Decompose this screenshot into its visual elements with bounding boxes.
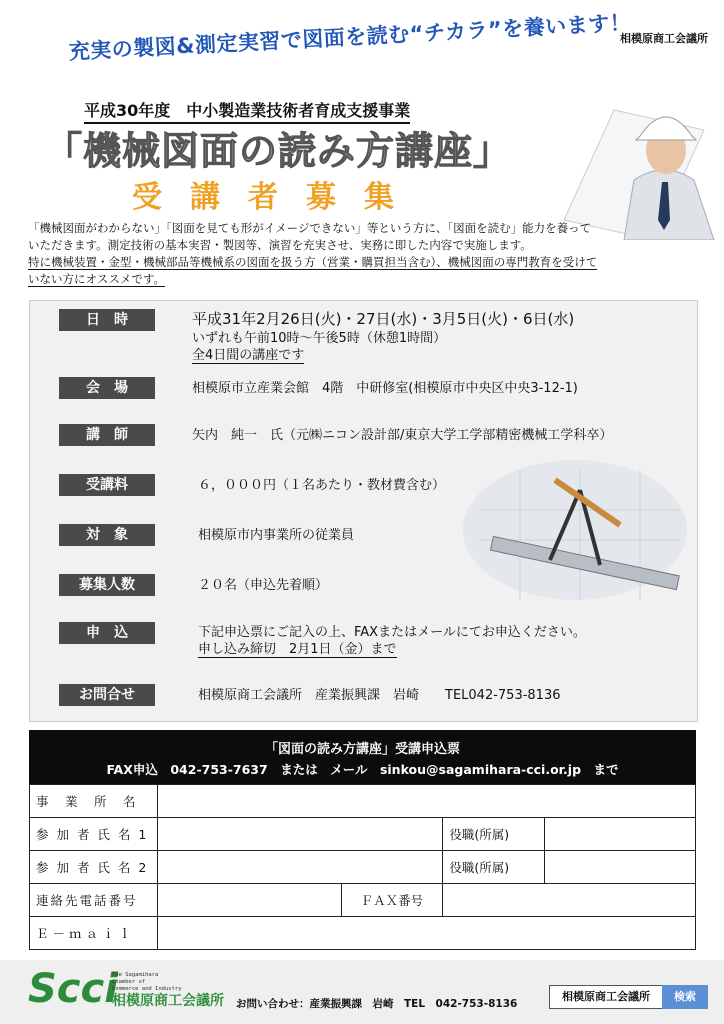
contact-label: お問合せ: [59, 684, 155, 706]
form-header: [29, 730, 696, 784]
attendee2-field[interactable]: [157, 851, 443, 884]
phone-label: 連絡先電話番号: [30, 884, 158, 917]
subtitle: 平成30年度 中小製造業技術者育成支援事業: [84, 98, 410, 124]
drafting-tools-photo: [460, 450, 690, 610]
attendee1-label: 参 加 者 氏 名 1: [30, 818, 158, 851]
lecturer-label: 講 師: [59, 424, 155, 446]
lecturer-value: 矢内 純一 氏（元㈱ニコン設計部/東京大学工学部精密機械工学科卒）: [192, 428, 613, 443]
form-row: [30, 785, 696, 818]
position2-label: 役職(所属): [443, 851, 545, 884]
tagline: 充実の製図&測定実習で図面を読む“チカラ”を養います！: [68, 10, 632, 64]
intro-highlight: 特に機械装置・金型・機械部品等機械系の図面を扱う方（営業・購買担当含む）、機械図面の専門教育を受けて: [28, 255, 598, 269]
date-value: 平成31年2月26日(火)・27日(水)・3月5日(火)・6日(水): [192, 310, 575, 328]
target-value: 相模原市内事業所の従業員: [198, 528, 355, 543]
company-field[interactable]: [157, 785, 695, 818]
date-hours: いずれも午前10時～午後5時（休憩1時間）: [192, 331, 447, 346]
english-name-line: Commerce and Industry: [112, 986, 182, 992]
search-button[interactable]: 検索: [662, 985, 708, 1009]
intro-highlight: いない方にオススメです。: [28, 272, 165, 286]
apply-label: 申 込: [59, 622, 155, 644]
position1-label: 役職(所属): [443, 818, 545, 851]
apply-value: 下記申込票にご記入の上、FAXまたはメールにてお申込ください。: [198, 625, 586, 640]
email-field[interactable]: [157, 917, 695, 950]
email-label: Ｅ－ｍａｉｌ: [30, 917, 158, 950]
form-row: [30, 818, 696, 851]
fee-value: ６，０００円（１名あたり・教材費含む）: [198, 478, 446, 493]
apply-deadline: [198, 641, 397, 658]
venue-label: 会 場: [59, 377, 155, 399]
form-row: [30, 851, 696, 884]
intro-line: 「機械図面がわからない」「図面を見ても形がイメージできない」等という方に、「図面を読む」能力を養って: [28, 221, 592, 235]
date-note: [192, 347, 304, 364]
scci-logo: Scci: [28, 966, 118, 1012]
intro-text: [28, 220, 688, 288]
date-note-text: 全4日間の講座です: [192, 348, 305, 363]
application-form: [29, 784, 696, 950]
position1-field[interactable]: [545, 818, 696, 851]
contact-value: 相模原商工会議所 産業振興課 岩崎 TEL042-753-8136: [198, 688, 561, 703]
fee-label: 受講料: [59, 474, 155, 496]
intro-line: いただきます。測定技術の基本実習・製図等、演習を充実させ、実務に即した内容で実施します。: [28, 238, 532, 252]
fax-field[interactable]: [443, 884, 696, 917]
form-row: [30, 884, 696, 917]
organization-name: 相模原商工会議所: [620, 32, 708, 45]
intro-line: [28, 271, 688, 288]
search-input[interactable]: 相模原商工会議所: [549, 985, 663, 1009]
company-label: 事 業 所 名: [30, 785, 158, 818]
attendee1-field[interactable]: [157, 818, 443, 851]
attendee2-label: 参 加 者 氏 名 2: [30, 851, 158, 884]
fax-label: ＦＡＸ番号: [341, 884, 443, 917]
engineer-photo: [554, 70, 724, 240]
position2-field[interactable]: [545, 851, 696, 884]
capacity-value: ２０名（申込先着順）: [198, 578, 329, 593]
recruit-heading: 受講者募集: [132, 180, 422, 215]
form-contact: FAX申込 042-753-7637 または メール sinkou@sagamihara-cci.or.jp まで: [106, 762, 619, 777]
capacity-label: 募集人数: [59, 574, 155, 596]
intro-line: [28, 254, 688, 271]
form-row: [30, 917, 696, 950]
english-name-line: Chamber of: [112, 979, 146, 985]
venue-value: 相模原市立産業会館 4階 中研修室(相模原市中央区中央3-12-1): [192, 381, 578, 396]
form-title: 「図面の読み方講座」受講申込票: [264, 742, 460, 757]
english-name-line: The Sagamihara: [112, 972, 159, 978]
main-title: 「機械図面の読み方講座」: [44, 129, 513, 173]
target-label: 対 象: [59, 524, 155, 546]
apply-deadline-text: 申し込み締切 2月1日（金）まで: [198, 642, 397, 657]
date-label: 日 時: [59, 309, 155, 331]
phone-field[interactable]: [157, 884, 341, 917]
organization-logo-name: 相模原商工会議所: [112, 993, 224, 1009]
footer-contact: お問い合わせ：産業振興課 岩崎 TEL 042-753-8136: [236, 998, 518, 1010]
